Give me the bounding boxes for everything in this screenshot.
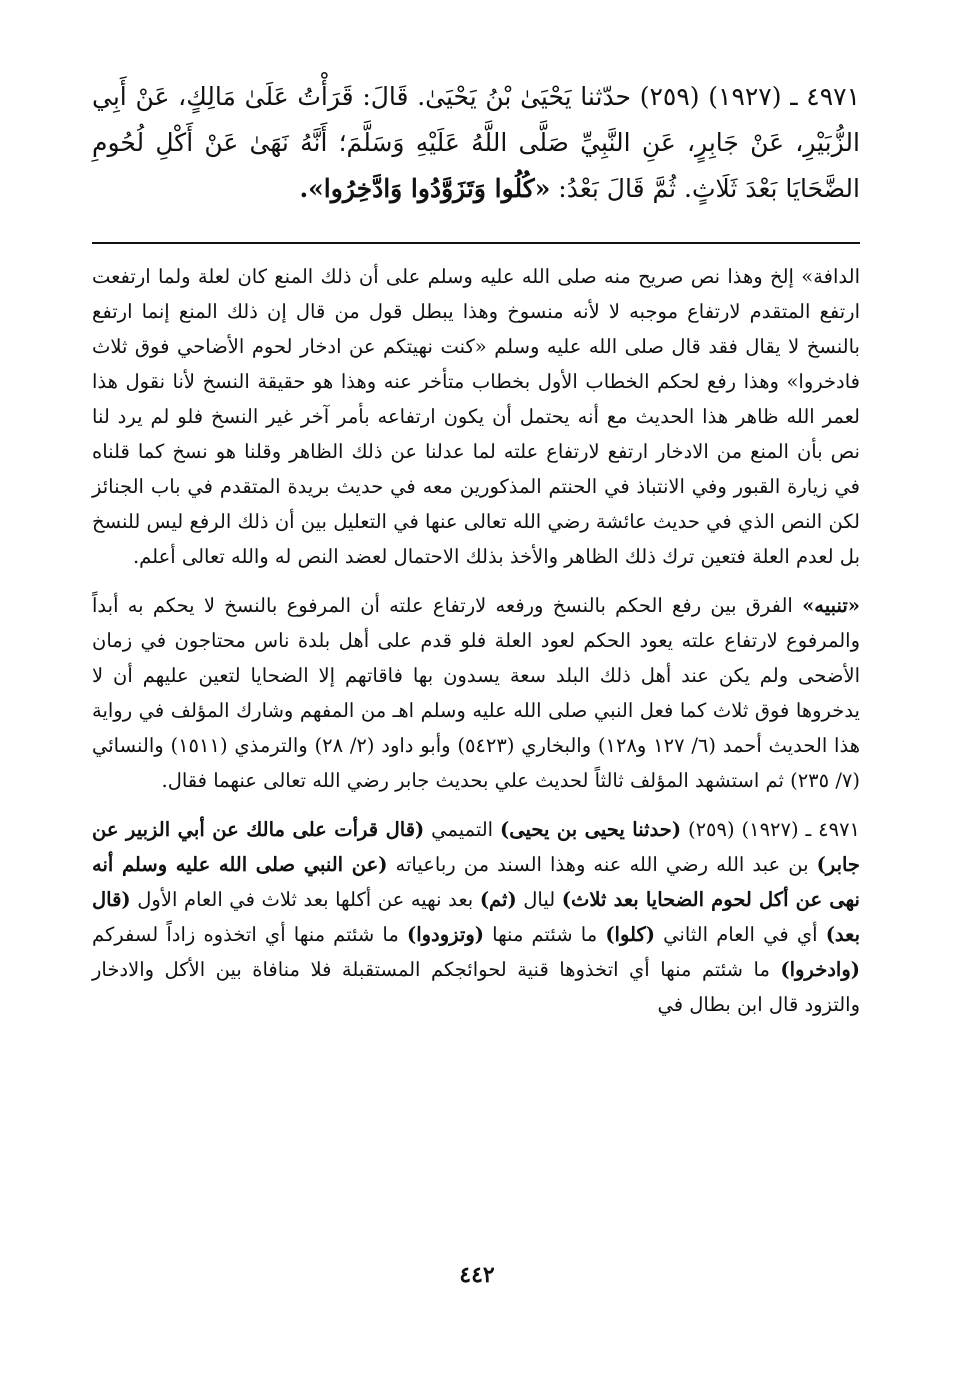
- hadith-text: [92, 74, 860, 212]
- hadith-matn: (عن النبي صلى الله عليه وسلم أنه نهى عن أكل لحوم الضحايا بعد ثلاث): [92, 853, 860, 911]
- keyword-thumma: (ثم): [479, 888, 517, 911]
- narrator-yahya: (حدثنا يحيى بن يحيى): [500, 818, 682, 841]
- commentary-paragraph-1: الدافة» إلخ وهذا نص صريح منه صلى الله عليه وسلم على أن ذلك المنع كان لعلة ولما ارتفعت ارتفع المتقدم لارتفاع موجبه لا لأنه منسوخ وهذا يبطل قول من قال إن ذلك المنع إنما ارتفع بالنسخ لا يقال فقد قال صلى الله عليه وسلم «كنت نهيتكم عن ادخار لحوم الأضاحي فوق ثلاث فادخروا» وهذا رفع لحكم الخطاب الأول بخطاب متأخر عنه وهذا هو حقيقة النسخ لأنا نقول هذا لعمر الله ظاهر هذا الحديث مع أنه يحتمل أن يكون ارتفاعه بأمر آخر غير النسخ فلو لم يرد لنا نص بأن المنع من الادخار ارتفع لارتفاع علته لما عدلنا عن ذلك الظاهر وقلنا هو نسخ كما قلناه في زيارة القبور وفي الانتباذ في الحنتم المذكورين معه في حديث بريدة المتقدم في باب الجنائز لكن النص الذي في حديث عائشة رضي الله تعالى عنها في التعليل بين أن ذلك الرفع ليس للنسخ بل لعدم العلة فتعين ترك ذلك الظاهر والأخذ بذلك الاحتمال لعضد النص له والله تعالى أعلم.: [92, 265, 860, 568]
- text-segment: ما شئتم منها: [483, 923, 606, 946]
- commentary-paragraph-2-text: الفرق بين رفع الحكم بالنسخ ورفعه لارتفاع علته أن المرفوع بالنسخ لا يحكم به أبداً والمرفوع لارتفاع علته يعود الحكم لعود العلة فلو قدم على أهل بلدة ناس محتاجون في زمان الأضحى ولم يكن عند أهل ذلك البلد سعة يسدون بها فاقاتهم إلا الضحايا لتعين عليهم أن لا يدخروها فوق ثلاث كما فعل النبي صلى الله عليه وسلم اهـ من المفهم وشارك المؤلف في رواية هذا الحديث أحمد (٦/ ١٢٧ و١٢٨) والبخاري (٥٤٢٣) وأبو داود (٢/ ٢٨) والترمذي (١٥١١) والنسائي (٧/ ٢٣٥) ثم استشهد المؤلف ثالثاً لحديث علي بحديث جابر رضي الله تعالى عنهما فقال.: [92, 594, 860, 792]
- commentary-paragraph-2: [92, 588, 860, 798]
- keyword-kulu: (كلوا): [605, 923, 656, 946]
- hadith-intro: ٤٩٧١ ـ (١٩٢٧) (٢٥٩) حدّثنا يَحْيَىٰ بْنُ يَحْيَىٰ. قَالَ: قَرَأْتُ عَلَىٰ مَالِكٍ، عَنْ أَبِي الزُّبَيْرِ، عَنْ جَابِرٍ، عَنِ النَّبِيِّ صَلَّى اللَّهُ عَلَيْهِ وَسَلَّمَ؛ أَنَّهُ نَهَىٰ عَنْ أَكْلِ لُحُومِ الضَّحَايَا بَعْدَ ثَلَاثٍ. ثُمَّ قَالَ بَعْدُ:: [92, 82, 860, 203]
- tanbih-label: «تنبيه»: [802, 594, 860, 617]
- text-segment: ما شئتم منها أي اتخذوها قنية لحوائجكم المستقبلة فلا منافاة بين الأكل والادخار والتزود قال ابن بطال في: [92, 958, 860, 1016]
- page-body: [92, 74, 860, 1022]
- narrator-chain: (قال قرأت على مالك عن أبي الزبير عن جابر): [92, 818, 860, 876]
- text-segment: أي في العام الثاني: [655, 923, 826, 946]
- hadith-quote: «كُلُوا وَتَزَوَّدُوا وَادَّخِرُوا».: [299, 174, 551, 203]
- text-segment: بن عبد الله رضي الله عنه وهذا السند من رباعياته: [387, 853, 817, 876]
- text-segment: التميمي: [424, 818, 501, 841]
- keyword-tazawwadu: (وتزودوا): [406, 923, 484, 946]
- footnote-divider: [92, 242, 860, 244]
- text-segment: ليال: [516, 888, 562, 911]
- keyword-qala-bad: (قال بعد): [92, 888, 860, 946]
- text-segment: ما شئتم منها أي اتخذوه زاداً لسفركم: [92, 923, 407, 946]
- text-segment: بعد نهيه عن أكلها بعد ثلاث في العام الأول: [130, 888, 480, 911]
- hadith-number: ٤٩٧١ ـ (١٩٢٧) (٢٥٩): [681, 818, 861, 841]
- keyword-iddakhiru: (وادخروا): [780, 958, 860, 981]
- commentary-paragraph-3: [92, 812, 860, 1022]
- page-number: ٤٤٢: [459, 1262, 495, 1288]
